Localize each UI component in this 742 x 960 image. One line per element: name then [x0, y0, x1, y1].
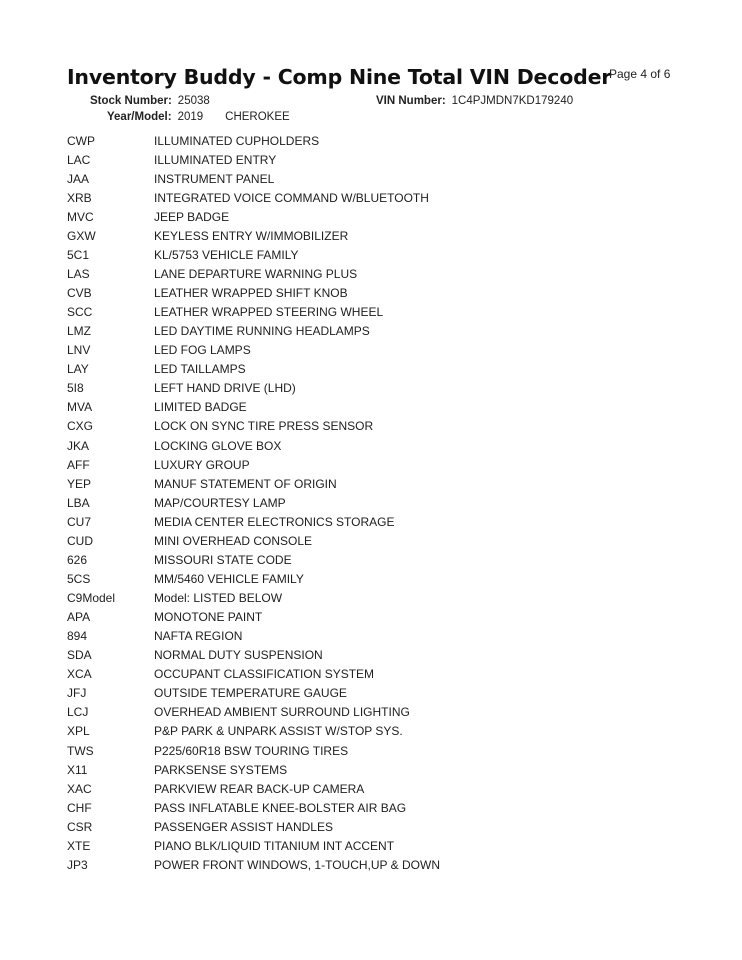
option-code: CHF — [67, 800, 92, 815]
option-description: NAFTA REGION — [154, 629, 243, 644]
option-description: MANUF STATEMENT OF ORIGIN — [154, 476, 337, 491]
option-code: MVC — [67, 209, 94, 224]
option-description: LED FOG LAMPS — [154, 343, 251, 358]
option-code: JKA — [67, 438, 90, 453]
option-code: C9Model — [67, 591, 116, 606]
option-code: APA — [67, 610, 91, 625]
table-row — [67, 455, 667, 474]
table-row — [67, 341, 667, 360]
table-row — [67, 608, 667, 627]
table-row — [67, 741, 667, 760]
table-row — [67, 550, 667, 569]
option-code: X11 — [67, 762, 88, 777]
table-row — [67, 150, 667, 169]
option-description: KEYLESS ENTRY W/IMMOBILIZER — [154, 228, 349, 243]
option-description: Model: LISTED BELOW — [154, 591, 283, 606]
table-row — [67, 417, 667, 436]
option-code: 5CS — [67, 571, 91, 586]
option-code: YEP — [67, 476, 92, 491]
option-description: LED DAYTIME RUNNING HEADLAMPS — [154, 324, 370, 339]
option-code: CVB — [67, 286, 92, 301]
table-row — [67, 474, 667, 493]
table-row — [67, 779, 667, 798]
option-code: 5C1 — [67, 247, 90, 262]
option-description: ILLUMINATED ENTRY — [154, 152, 277, 167]
option-code: CSR — [67, 819, 93, 834]
option-description: JEEP BADGE — [154, 209, 230, 224]
page-title: Inventory Buddy - Comp Nine Total VIN Decoder — [67, 65, 612, 89]
option-description: MINI OVERHEAD CONSOLE — [154, 533, 313, 548]
option-description: PASS INFLATABLE KNEE-BOLSTER AIR BAG — [154, 800, 407, 815]
option-description: LANE DEPARTURE WARNING PLUS — [154, 266, 358, 281]
table-row — [67, 569, 667, 588]
vin-number — [376, 95, 573, 107]
table-row — [67, 589, 667, 608]
option-description: LED TAILLAMPS — [154, 362, 246, 377]
page-number: Page 4 of 6 — [609, 67, 671, 81]
option-code: XCA — [67, 667, 92, 682]
option-description: MISSOURI STATE CODE — [154, 552, 292, 567]
option-description: NORMAL DUTY SUSPENSION — [154, 648, 323, 663]
table-row — [67, 722, 667, 741]
option-description: OCCUPANT CLASSIFICATION SYSTEM — [154, 667, 375, 682]
table-row — [67, 627, 667, 646]
option-description: MONOTONE PAINT — [154, 610, 263, 625]
table-row — [67, 855, 667, 874]
year-model-label: Year/Model: — [107, 111, 172, 123]
option-code: LMZ — [67, 324, 91, 339]
table-row — [67, 817, 667, 836]
table-row — [67, 684, 667, 703]
stock-number-value: 25038 — [177, 95, 210, 107]
table-row — [67, 512, 667, 531]
option-description: OUTSIDE TEMPERATURE GAUGE — [154, 686, 347, 701]
table-row — [67, 665, 667, 684]
option-description: INSTRUMENT PANEL — [154, 171, 275, 186]
table-row — [67, 360, 667, 379]
option-code: 5I8 — [67, 381, 84, 396]
option-description: LIMITED BADGE — [154, 400, 247, 415]
option-code: JAA — [67, 171, 90, 186]
table-row — [67, 398, 667, 417]
table-row — [67, 245, 667, 264]
table-row — [67, 169, 667, 188]
option-description: INTEGRATED VOICE COMMAND W/BLUETOOTH — [154, 190, 429, 205]
option-description: P&P PARK & UNPARK ASSIST W/STOP SYS. — [154, 724, 403, 739]
option-description: PARKSENSE SYSTEMS — [154, 762, 288, 777]
table-row — [67, 284, 667, 303]
option-code: CWP — [67, 133, 95, 148]
option-code: CXG — [67, 419, 94, 434]
table-row — [67, 836, 667, 855]
option-description: PIANO BLK/LIQUID TITANIUM INT ACCENT — [154, 838, 395, 853]
year-model — [107, 111, 290, 123]
option-code: LBA — [67, 495, 90, 510]
option-description: LEATHER WRAPPED STEERING WHEEL — [154, 305, 384, 320]
table-row — [67, 436, 667, 455]
option-description: LEATHER WRAPPED SHIFT KNOB — [154, 286, 348, 301]
table-row — [67, 131, 667, 150]
table-row — [67, 703, 667, 722]
table-row — [67, 226, 667, 245]
option-description: LEFT HAND DRIVE (LHD) — [154, 381, 296, 396]
year-value: 2019 — [177, 111, 204, 123]
option-code: JFJ — [67, 686, 87, 701]
table-row — [67, 207, 667, 226]
option-description: PASSENGER ASSIST HANDLES — [154, 819, 333, 834]
table-row — [67, 264, 667, 283]
option-code: LCJ — [67, 705, 89, 720]
option-description: KL/5753 VEHICLE FAMILY — [154, 247, 299, 262]
option-code: LAC — [67, 152, 91, 167]
option-description: MEDIA CENTER ELECTRONICS STORAGE — [154, 514, 395, 529]
option-code: XAC — [67, 781, 92, 796]
option-description: LUXURY GROUP — [154, 457, 250, 472]
option-description: OVERHEAD AMBIENT SURROUND LIGHTING — [154, 705, 410, 720]
option-description: MM/5460 VEHICLE FAMILY — [154, 571, 304, 586]
option-description: PARKVIEW REAR BACK-UP CAMERA — [154, 781, 365, 796]
stock-number-label: Stock Number: — [90, 95, 172, 107]
table-row — [67, 646, 667, 665]
table-row — [67, 798, 667, 817]
option-code: XPL — [67, 724, 90, 739]
option-code: SDA — [67, 648, 92, 663]
option-description: LOCKING GLOVE BOX — [154, 438, 282, 453]
table-row — [67, 188, 667, 207]
vin-number-value: 1C4PJMDN7KD179240 — [451, 95, 574, 107]
table-row — [67, 379, 667, 398]
table-row — [67, 322, 667, 341]
option-code: MVA — [67, 400, 93, 415]
option-code: XRB — [67, 190, 92, 205]
option-code: GXW — [67, 228, 96, 243]
option-description: ILLUMINATED CUPHOLDERS — [154, 133, 320, 148]
option-code: AFF — [67, 457, 90, 472]
option-description: LOCK ON SYNC TIRE PRESS SENSOR — [154, 419, 374, 434]
table-row — [67, 760, 667, 779]
option-code: LAS — [67, 266, 90, 281]
option-code: SCC — [67, 305, 93, 320]
option-code: TWS — [67, 743, 94, 758]
option-code: JP3 — [67, 857, 88, 872]
option-code: LAY — [67, 362, 89, 377]
table-row — [67, 303, 667, 322]
model-value: CHEROKEE — [225, 111, 290, 123]
option-code: 626 — [67, 552, 88, 567]
option-code-list — [67, 131, 667, 874]
option-code: CUD — [67, 533, 93, 548]
stock-number — [90, 95, 210, 107]
table-row — [67, 493, 667, 512]
option-description: POWER FRONT WINDOWS, 1-TOUCH,UP & DOWN — [154, 857, 441, 872]
option-description: P225/60R18 BSW TOURING TIRES — [154, 743, 349, 758]
option-code: LNV — [67, 343, 91, 358]
option-code: XTE — [67, 838, 91, 853]
option-code: 894 — [67, 629, 88, 644]
vin-number-label: VIN Number: — [376, 95, 446, 107]
option-code: CU7 — [67, 514, 92, 529]
table-row — [67, 531, 667, 550]
option-description: MAP/COURTESY LAMP — [154, 495, 286, 510]
